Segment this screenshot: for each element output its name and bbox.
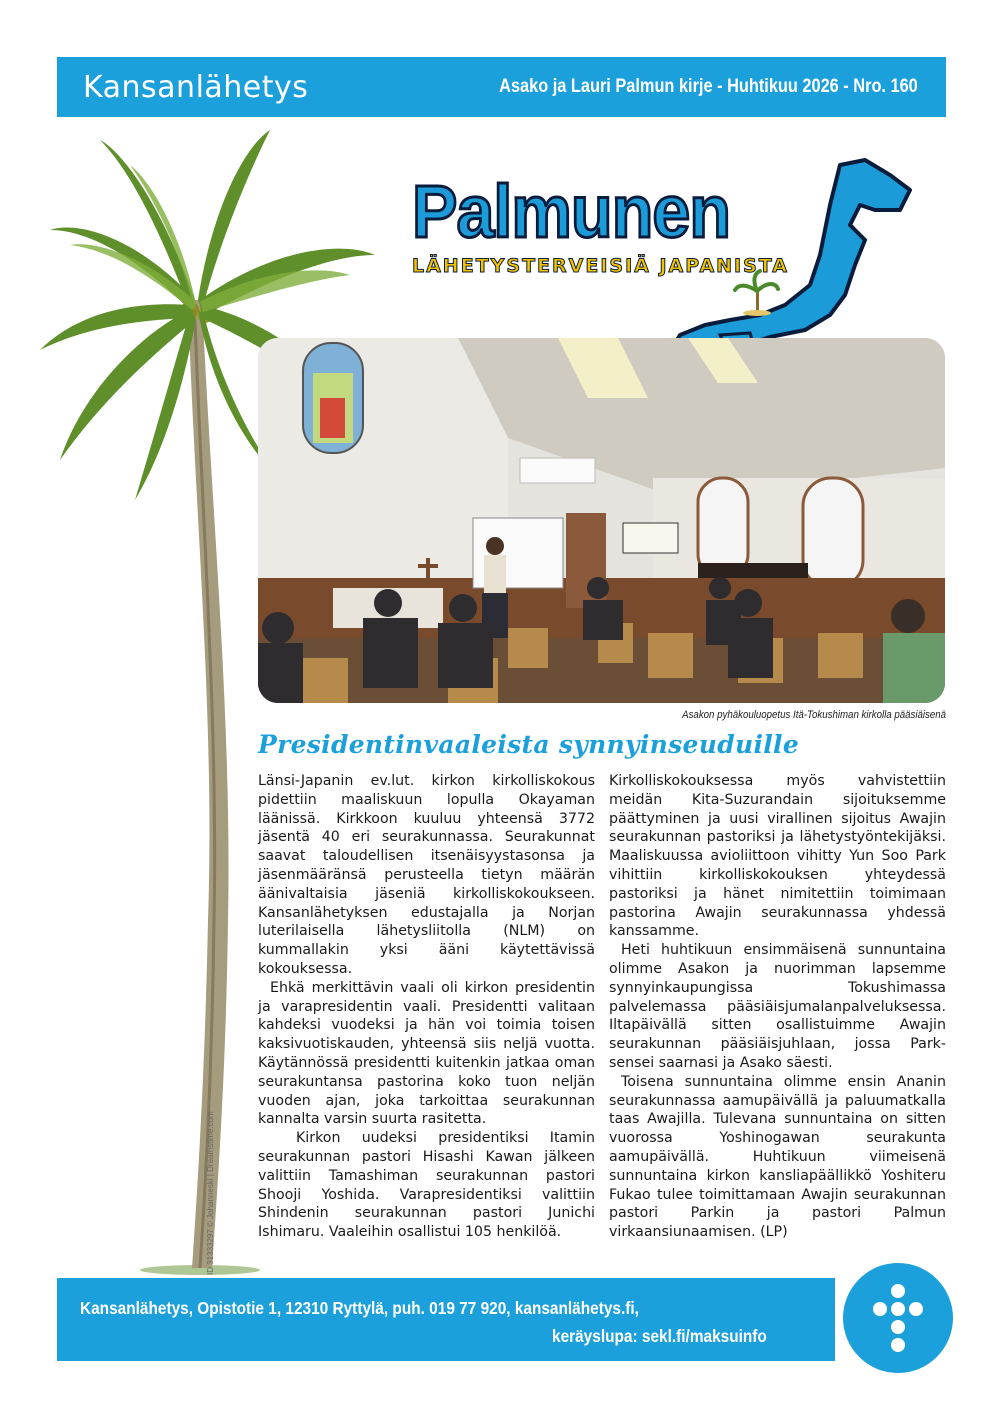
footer-fundraising-permit: keräyslupa: sekl.fi/maksuinfo (552, 1326, 767, 1346)
paragraph: Ehkä merkittävin vaali oli kirkon presidentin ja varapresidentin vaali. Presidentti valitaan kahdeksi vuodeksi ja hän voi toimia toisen kaksivuotiskauden, yhteensä siis neljä vuotta. Käytännössä presidentti kuitenkin jatkaa oman seurakuntansa pastorina koko tuon neljän vuoden ajan, joka tarkoittaa seurakunnan kannalta varsin suurta rasitetta. (258, 979, 595, 1128)
image-credit: ID 31333297 © Johanneski | Dreamstime.com (206, 1111, 215, 1275)
issue-line: Asako ja Lauri Palmun kirje - Huhtikuu 2026 - Nro. 160 (499, 76, 918, 97)
church-photo (258, 338, 945, 703)
brand-name: Kansanlähetys (83, 69, 309, 105)
masthead (412, 170, 789, 277)
footer-bar (57, 1278, 835, 1361)
paragraph: Länsi-Japanin ev.lut. kirkon kirkolliskokous pidettiin maaliskuun lopulla Okayaman läänissä. Kirkkoon kuuluu yhteensä 3772 jäsentä 40 eri seurakunnassa. Seurakunnat saavat taloudellisen itsenäisyystasonsa ja jäsenmääränsä perusteella tietyn määrän äänivaltaisia jäseniä kirkolliskokoukseen. Kansanlähetyksen edustajalla ja Norjan luterilaisella lähetysliitolla (NLM) on kummallakin yksi ääni käytettävissä kokouksessa. (258, 773, 595, 977)
newsletter-subtitle: LÄHETYSTERVEISIÄ JAPANISTA (412, 255, 789, 277)
footer-address: Kansanlähetys, Opistotie 1, 12310 Ryttylä, puh. 019 77 920, kansanlähetys.fi, (80, 1298, 639, 1318)
paragraph: Heti huhtikuun ensimmäisenä sunnuntaina olimme Asakon ja nuorimman lapsemme synnyinkaupungissa Tokushimassa palvelemassa pääsiäisjumalanpalveluksessa. Iltapäivällä sitten osallistuimme Awajin seurakunnan pääsiäisjuhlaan, jossa Park-sensei saarnasi ja Asako säesti. (609, 942, 946, 1071)
photo-caption: Asakon pyhäkouluopetus Itä-Tokushiman kirkolla pääsiäisenä (682, 709, 946, 721)
article-column-right (609, 772, 946, 1242)
paragraph: Kirkon uudeksi presidentiksi Itamin seurakunnan pastori Hisashi Kawan jälkeen valittiin Tamashiman seurakunnan pastori Shooji Yoshida. Varapresidentiksi valittiin Shindenin seurakunnan pastori Junichi Ishimaru. Vaaleihin osallistui 105 henkilöä. (258, 1130, 595, 1241)
article-headline: Presidentinvaaleista synnyinseuduille (258, 730, 800, 759)
header-bar (57, 57, 946, 117)
cross-logo-icon (843, 1263, 953, 1373)
newsletter-title: Palmunen (412, 170, 730, 253)
paragraph: Kirkolliskokouksessa myös vahvistettiin meidän Kita-Suzurandain sijoituksemme päättyminen ja uusi virallinen sijoitus Awajin seurakunnan pastoriksi ja lähetystyöntekijäksi. Maaliskuussa avioliittoon vihitty Yun Soo Park vihittiin kirkolliskokouksen yhteydessä pastoriksi ja hänet nimitettiin toimimaan pastorina Awajin seurakunnassa yhdessä kanssamme. (609, 773, 946, 940)
paragraph: Toisena sunnuntaina olimme ensin Ananin seurakunnassa aamupäivällä ja paluumatkalla taas Awajilla. Tulevana sunnuntaina on sitten vuorossa Yoshinogawan seurakunta aamupäivällä. Huhtikuun viimeisenä sunnuntaina kirkon kansliapäällikkö Yoshiteru Fukao tulee toimittamaan Awajin seurakunnan pastori Parkin ja pastori Palmun virkaansiunaamisen. (LP) (609, 1073, 946, 1241)
article-column-left (258, 772, 595, 1242)
